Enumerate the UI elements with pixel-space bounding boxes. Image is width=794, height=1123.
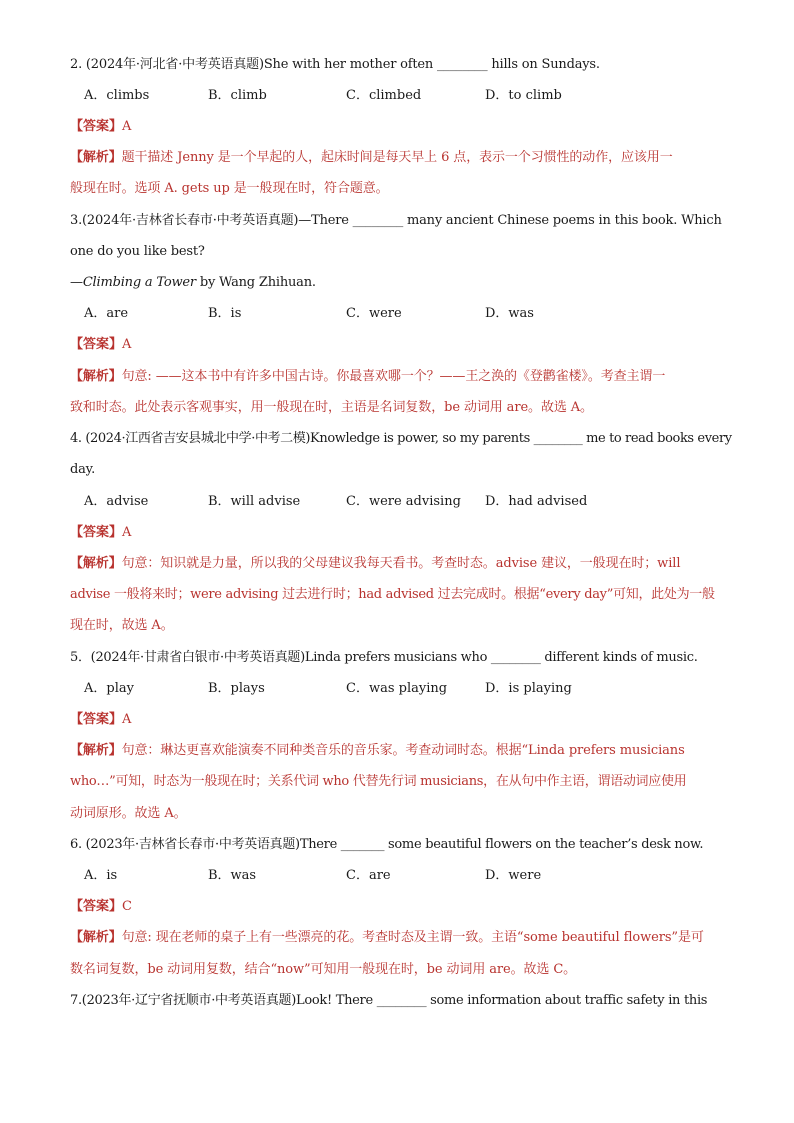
- question-4-explanation-line-2: advise 一般将来时；were advising 过去进行时；had advised 过去完成时。根据“every day”可知，此处为一般: [70, 587, 715, 602]
- question-5-explanation-line-3: 动词原形。故选 A。: [70, 806, 187, 821]
- answer-tag: 【答案】: [70, 525, 123, 540]
- answer-value: A: [122, 525, 132, 540]
- option-b: B．plays: [208, 681, 265, 696]
- option-d: D．had advised: [485, 494, 588, 509]
- option-c: C．were: [346, 306, 402, 321]
- answer-tag: 【答案】: [70, 119, 123, 134]
- option-c: C．were advising: [346, 494, 461, 509]
- option-b: B．will advise: [208, 494, 301, 509]
- question-2-explanation-line-2: 般现在时。选项 A. gets up 是一般现在时，符合题意。: [70, 181, 389, 196]
- explain-tag: 【解析】: [70, 369, 122, 384]
- option-d: D．were: [485, 868, 542, 883]
- answer-value: A: [122, 712, 132, 727]
- option-c: C．climbed: [346, 88, 422, 103]
- answer-tag: 【答案】: [70, 712, 123, 727]
- question-3-stem-line-3: —Climbing a Tower by Wang Zhihuan.: [70, 275, 316, 290]
- question-2-explanation: 【解析】题干描述 Jenny 是一个早起的人，起床时间是每天早上 6 点，表示一个习惯性的动作，应该用一: [70, 150, 673, 165]
- question-2-answer: [70, 118, 131, 136]
- question-5-explanation-line-2: who…”可知，时态为一般现在时；关系代词 who 代替先行词 musicians，在从句中作主语，谓语动词应使用: [70, 774, 687, 789]
- option-b: B．was: [208, 868, 257, 883]
- option-d: D．was: [485, 306, 534, 321]
- question-4-explanation-line-3: 现在时，故选 A。: [70, 618, 174, 633]
- explain-tag: 【解析】: [70, 930, 122, 945]
- question-4-stem-line-2: day.: [70, 462, 96, 477]
- question-4-stem: 4. (2024·江西省吉安县城北中学·中考二模)Knowledge is power, so my parents ________ me to read books every: [70, 431, 732, 446]
- question-5-stem: 5．(2024年·甘肃省白银市·中考英语真题)Linda prefers musicians who ________ different kinds of music.: [70, 650, 698, 665]
- question-2-stem: 2. (2024年·河北省·中考英语真题)She with her mother often ________ hills on Sundays.: [70, 57, 600, 72]
- question-5-answer: [70, 711, 131, 729]
- question-3-stem: 3.(2024年·吉林省长春市·中考英语真题)—There ________ many ancient Chinese poems in this book. Which: [70, 213, 722, 228]
- question-6-stem: 6. (2023年·吉林省长春市·中考英语真题)There _______ some beautiful flowers on the teacher’s desk now.: [70, 837, 704, 852]
- option-c: C．was playing: [346, 681, 448, 696]
- question-4-answer: [70, 524, 131, 542]
- question-3-explanation-line-2: 致和时态。此处表示客观事实，用一般现在时，主语是名词复数，be 动词用 are。故选 A。: [70, 400, 593, 415]
- option-c: C．are: [346, 868, 391, 883]
- option-b: B．is: [208, 306, 242, 321]
- explain-tag: 【解析】: [70, 743, 122, 758]
- explain-tag: 【解析】: [70, 556, 122, 571]
- option-d: D．to climb: [485, 88, 562, 103]
- question-6-explanation: 【解析】句意: 现在老师的桌子上有一些漂亮的花。考查时态及主谓一致。主语“some beautiful flowers”是可: [70, 930, 704, 945]
- option-a: A．play: [84, 681, 134, 696]
- answer-value: C: [122, 899, 132, 914]
- option-b: B．climb: [208, 88, 267, 103]
- answer-value: A: [122, 337, 132, 352]
- option-a: A．is: [84, 868, 118, 883]
- option-d: D．is playing: [485, 681, 572, 696]
- question-3-answer: [70, 336, 131, 354]
- question-6-explanation-line-2: 数名词复数，be 动词用复数，结合“now”可知用一般现在时，be 动词用 are。故选 C。: [70, 962, 577, 977]
- option-a: A．advise: [84, 494, 149, 509]
- option-a: A．climbs: [84, 88, 150, 103]
- explain-tag: 【解析】: [70, 150, 122, 165]
- question-3-explanation: 【解析】句意: ——这本书中有许多中国古诗。你最喜欢哪一个？——王之涣的《登鹳雀楼》。考查主谓一: [70, 369, 666, 384]
- poem-title: Climbing a Tower: [82, 275, 196, 290]
- question-5-explanation: 【解析】句意：琳达更喜欢能演奏不同种类音乐的音乐家。考查动词时态。根据“Linda prefers musicians: [70, 743, 685, 758]
- answer-tag: 【答案】: [70, 899, 123, 914]
- question-6-answer: [70, 898, 132, 916]
- question-3-stem-line-2: one do you like best?: [70, 244, 205, 259]
- question-4-explanation: 【解析】句意：知识就是力量，所以我的父母建议我每天看书。考查时态。advise 建议，一般现在时；will: [70, 556, 681, 571]
- answer-value: A: [122, 119, 132, 134]
- question-7-stem: 7.(2023年·辽宁省抚顺市·中考英语真题)Look! There ________ some information about traffic safety in this: [70, 993, 708, 1008]
- option-a: A．are: [84, 306, 129, 321]
- answer-tag: 【答案】: [70, 337, 123, 352]
